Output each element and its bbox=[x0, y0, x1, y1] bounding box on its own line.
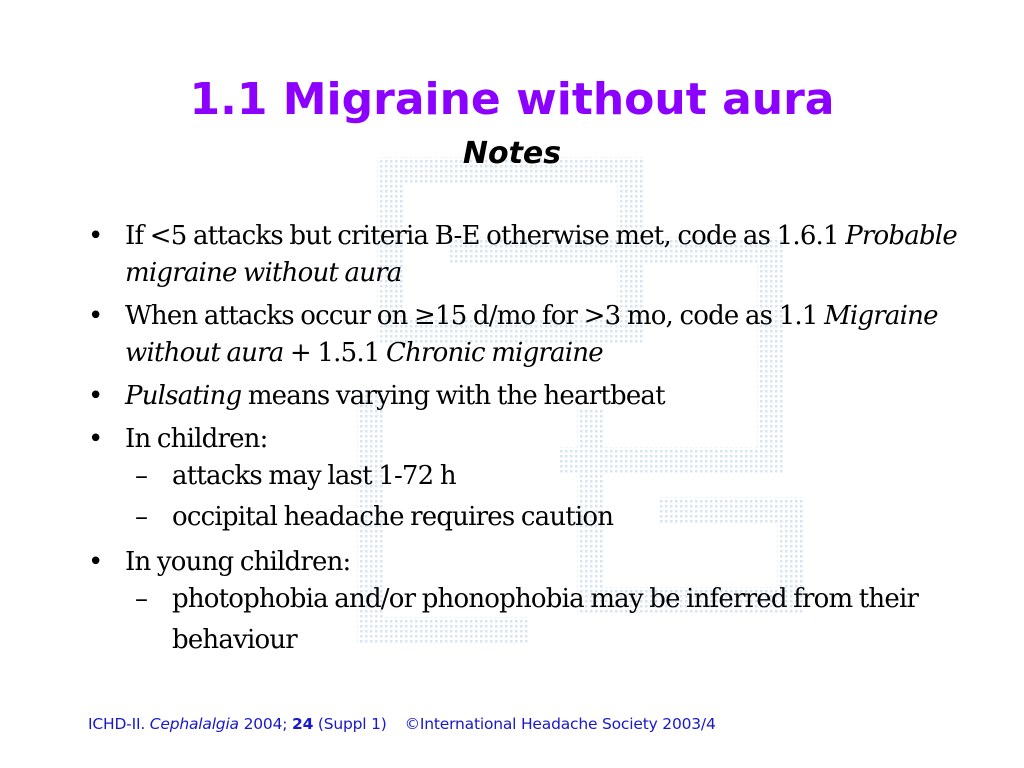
sub-item bbox=[125, 456, 958, 497]
text-run: If <5 attacks but criteria B-E otherwise met, code as 1.6.1 bbox=[125, 221, 846, 251]
bullet-text bbox=[125, 218, 958, 292]
footer-suppl: (Suppl 1) bbox=[313, 715, 387, 733]
italic-term: Chronic migraine bbox=[386, 338, 603, 368]
sub-item bbox=[125, 497, 958, 538]
bullet-marker: • bbox=[88, 547, 103, 577]
bullet-marker: • bbox=[88, 221, 103, 251]
sub-item-text: photophobia and/or phonophobia may be inferred from their behaviour bbox=[172, 584, 919, 655]
footer-copyright: ©International Headache Society 2003/4 bbox=[404, 715, 716, 733]
sub-item-text: attacks may last 1-72 h bbox=[172, 461, 456, 491]
footer-volume: 24 bbox=[291, 715, 314, 733]
text-run: When attacks occur on ≥15 d/mo for >3 mo, code as 1.1 bbox=[125, 301, 825, 331]
sub-list bbox=[125, 456, 958, 538]
italic-term: Migraine without aura bbox=[125, 301, 938, 368]
bullet-text bbox=[125, 544, 958, 581]
footer-year: 2004; bbox=[238, 715, 292, 733]
bullet-item bbox=[88, 378, 958, 415]
bullet-item bbox=[88, 544, 958, 661]
dash-marker: – bbox=[135, 502, 148, 532]
footer-journal: Cephalalgia bbox=[149, 715, 239, 733]
italic-term: Pulsating bbox=[125, 381, 242, 411]
bullet-item bbox=[88, 298, 958, 372]
text-run: In young children: bbox=[125, 547, 351, 577]
dash-marker: – bbox=[135, 584, 148, 614]
bullet-marker: • bbox=[88, 424, 103, 454]
bullet-text bbox=[125, 298, 958, 372]
bullet-text bbox=[125, 378, 958, 415]
bullet-text bbox=[125, 421, 958, 458]
slide-title: 1.1 Migraine without aura bbox=[189, 74, 835, 125]
bullet-item bbox=[88, 218, 958, 292]
bullet-marker: • bbox=[88, 381, 103, 411]
dash-marker: – bbox=[135, 461, 148, 491]
bullet-marker: • bbox=[88, 301, 103, 331]
sub-item-text: occipital headache requires caution bbox=[172, 502, 614, 532]
footer-prefix: ICHD-II. bbox=[88, 715, 150, 733]
bullet-list bbox=[88, 218, 958, 667]
italic-term: Probable migraine without aura bbox=[125, 221, 957, 288]
bullet-item bbox=[88, 421, 958, 538]
sub-list bbox=[125, 579, 958, 661]
text-run: means varying with the heartbeat bbox=[241, 381, 665, 411]
sub-item bbox=[125, 579, 958, 661]
slide-subtitle: Notes bbox=[462, 136, 562, 171]
text-run: + 1.5.1 bbox=[283, 338, 386, 368]
text-run: In children: bbox=[125, 424, 268, 454]
citation-footer bbox=[88, 715, 716, 733]
